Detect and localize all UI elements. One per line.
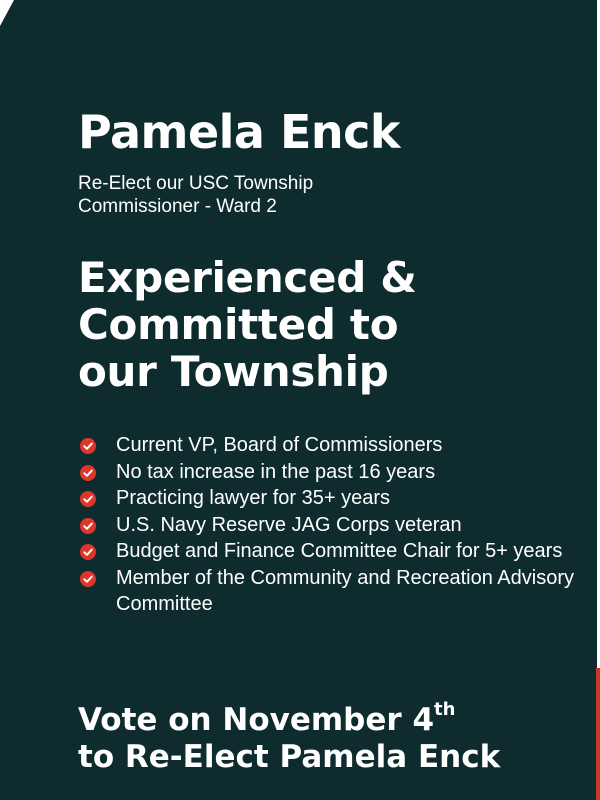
cta-line-1-text: Vote on November 4 bbox=[78, 702, 435, 738]
list-item-text: Current VP, Board of Commissioners bbox=[116, 434, 443, 456]
headline bbox=[78, 254, 578, 395]
cta-line-1 bbox=[78, 698, 456, 738]
list-item bbox=[78, 459, 578, 486]
list-item bbox=[78, 565, 578, 618]
check-circle-icon bbox=[80, 544, 96, 560]
headline-line-2: Committed to bbox=[78, 300, 399, 349]
accent-stripe bbox=[596, 668, 600, 800]
subtitle-line-1: Re-Elect our USC Township bbox=[78, 173, 314, 194]
candidate-name: Pamela Enck bbox=[78, 105, 401, 159]
list-item bbox=[78, 512, 578, 539]
subtitle bbox=[78, 172, 438, 218]
list-item bbox=[78, 538, 578, 565]
cta-line-2: to Re-Elect Pamela Enck bbox=[78, 739, 501, 775]
check-circle-icon bbox=[80, 518, 96, 534]
qualifications-list bbox=[78, 432, 578, 618]
check-circle-icon bbox=[80, 571, 96, 587]
check-circle-icon bbox=[80, 491, 96, 507]
call-to-action bbox=[78, 698, 578, 776]
list-item-text: No tax increase in the past 16 years bbox=[116, 460, 436, 483]
list-item bbox=[78, 485, 578, 512]
cta-ordinal-suffix: th bbox=[434, 698, 456, 720]
list-item-text: Budget and Finance Committee Chair for 5+ years bbox=[116, 540, 563, 562]
headline-line-3: our Township bbox=[78, 347, 389, 396]
list-item-text: Practicing lawyer for 35+ years bbox=[116, 487, 391, 509]
list-item-text: Member of the Community and Recreation Advisory Committee bbox=[116, 566, 574, 615]
check-circle-icon bbox=[80, 465, 96, 481]
check-circle-icon bbox=[80, 438, 96, 454]
list-item bbox=[78, 432, 578, 459]
list-item-text: U.S. Navy Reserve JAG Corps veteran bbox=[116, 513, 462, 536]
headline-line-1: Experienced & bbox=[78, 253, 417, 302]
subtitle-line-2: Commissioner - Ward 2 bbox=[78, 196, 277, 217]
